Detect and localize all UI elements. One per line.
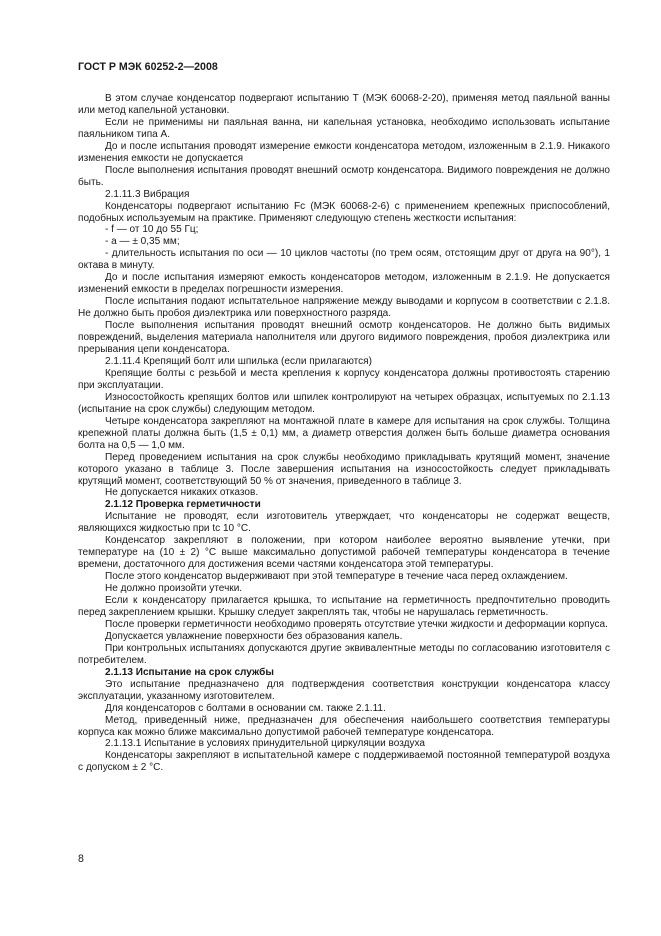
list-item: - a — ± 0,35 мм;: [105, 236, 180, 248]
paragraph: Конденсаторы закрепляют в испытательной камере с поддерживаемой постоянной температурой воздуха с допуском ± 2 °С.: [78, 750, 610, 774]
list-item: - длительность испытания по оси — 10 циклов частоты (по трем осям, отстоящим друг от друга на 90°), 1 октава в минуту.: [78, 248, 610, 272]
document-body: [78, 93, 610, 774]
section-heading: 2.1.11.3 Вибрация: [105, 188, 190, 200]
paragraph: Не должно произойти утечки.: [105, 583, 243, 595]
paragraph: Испытание не проводят, если изготовитель утверждает, что конденсаторы не содержат веществ, являющихся жидкостью при tc 10 °С.: [78, 511, 610, 535]
paragraph: Это испытание предназначено для подтверждения соответствия конструкции конденсатора классу эксплуатации, указанному изготовителем.: [78, 678, 610, 702]
paragraph: После выполнения испытания проводят внешний осмотр конденсаторов. Не должно быть видимых повреждений, выделения материала наполнителя или другого видимого повреждения, пробоя диэлектрика или прерывания цепи конденсатора.: [78, 320, 610, 356]
paragraph: Износостойкость крепящих болтов или шпилек контролируют на четырех образцах, испытуемых по 2.1.13 (испытание на срок службы) следующим методом.: [78, 391, 610, 415]
paragraph: Крепящие болты с резьбой и места крепления к корпусу конденсатора должны противостоять старению при эксплуатации.: [78, 367, 610, 391]
paragraph: Не допускается никаких отказов.: [105, 487, 259, 499]
document-header: ГОСТ Р МЭК 60252-2—2008: [78, 61, 218, 73]
paragraph: Для конденсаторов с болтами в основании см. также 2.1.11.: [105, 702, 386, 714]
paragraph: После выполнения испытания проводят внешний осмотр конденсатора. Видимого повреждения не должно быть.: [78, 164, 610, 188]
paragraph: Конденсатор закрепляют в положении, при котором наиболее вероятно выявление утечки, при температуре на (10 ± 2) °С выше максимально допустимой рабочей температуры конденсатора в течение времени, достаточного для достижения всеми частями конденсатора этой температуры.: [78, 535, 610, 571]
section-heading: 2.1.11.4 Крепящий болт или шпилька (если прилагаются): [105, 355, 372, 367]
paragraph: До и после испытания проводят измерение емкости конденсатора методом, изложенным в 2.1.9. Никакого изменения емкости не допускается: [78, 140, 610, 164]
paragraph: Если к конденсатору прилагается крышка, то испытание на герметичность предпочтительно проводить перед закреплением крышки. Крышку следует закреплять так, чтобы не нарушалась герметичность.: [78, 595, 610, 618]
paragraph: В этом случае конденсатор подвергают испытанию Т (МЭК 60068-2-20), применяя метод паяльной ванны или метод капельной установки.: [78, 93, 610, 116]
list-item: - f — от 10 до 55 Гц;: [105, 224, 199, 236]
section-heading-bold: 2.1.13 Испытание на срок службы: [105, 666, 274, 678]
paragraph: После проверки герметичности необходимо проверять отсутствие утечки жидкости и деформации корпуса.: [105, 618, 608, 630]
paragraph: Метод, приведенный ниже, предназначен для обеспечения наибольшего соответствия температуры корпуса как можно ближе максимально допустимой рабочей температуре конденсатора.: [78, 714, 610, 738]
paragraph: После этого конденсатор выдерживают при этой температуре в течение часа перед охлаждением.: [105, 571, 568, 583]
paragraph: После испытания подают испытательное напряжение между выводами и корпусом в соответствии с 2.1.8. Не должно быть пробоя диэлектрика или поверхностного разряда.: [78, 296, 610, 320]
paragraph: Конденсаторы подвергают испытанию Fc (МЭК 60068-2-6) с применением крепежных приспособлений, подобных используемым на практике. Применяют следующую степень жесткости испытания:: [78, 200, 610, 224]
paragraph: Перед проведением испытания на срок службы необходимо прикладывать крутящий момент, значение которого указано в таблице 3. После завершения испытания на износостойкость следует прикладывать крутящий момент, соответствующий 50 % от значения, приведенного в таблице 3.: [78, 451, 610, 487]
paragraph: При контрольных испытаниях допускаются другие эквивалентные методы по согласованию изготовителя с потребителем.: [78, 642, 610, 666]
section-heading-bold: 2.1.12 Проверка герметичности: [105, 499, 261, 511]
paragraph: До и после испытания измеряют емкость конденсаторов методом, изложенным в 2.1.9. Не допускается изменений емкости в пределах погрешности измерения.: [78, 272, 610, 296]
paragraph: Допускается увлажнение поверхности без образования капель.: [105, 630, 403, 642]
section-heading: 2.1.13.1 Испытание в условиях принудительной циркуляции воздуха: [105, 738, 425, 750]
page-number: 8: [78, 853, 84, 865]
paragraph: Четыре конденсатора закрепляют на монтажной плате в камере для испытания на срок службы. Толщина крепежной платы должна быть (1,5 ± 0,1) мм, а диаметр отверстия должен быть больше диаметра основания болта на 0,5 — 1,0 мм.: [78, 415, 610, 451]
paragraph: Если не применимы ни паяльная ванна, ни капельная установка, необходимо использовать испытание паяльником типа А.: [78, 116, 610, 140]
